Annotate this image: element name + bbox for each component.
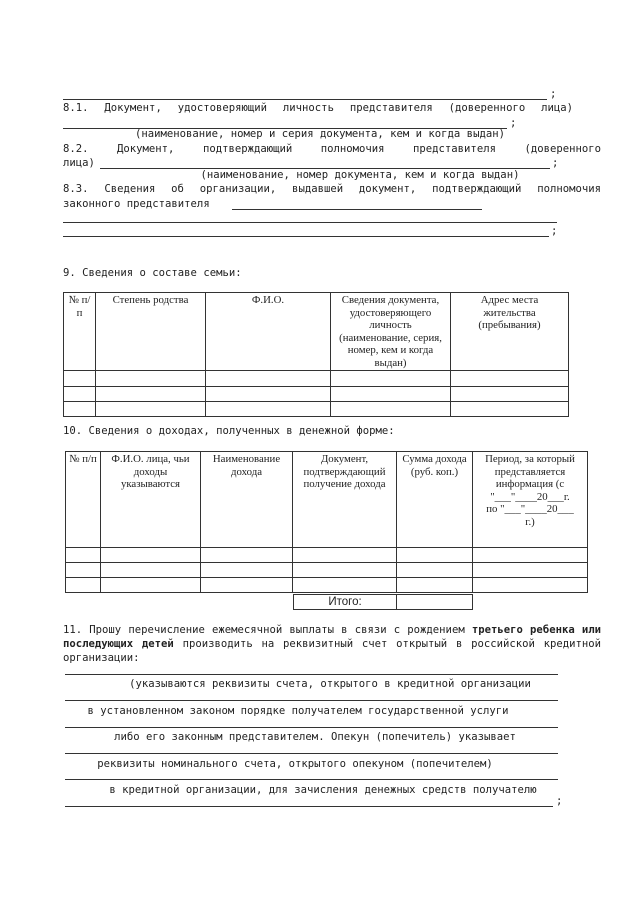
table-cell[interactable]	[473, 548, 588, 563]
account-instruction-1: (указываются реквизиты счета, открытого в кредитной организации	[129, 678, 531, 690]
table-cell[interactable]	[293, 578, 397, 593]
col-header-number: № п/п	[66, 452, 101, 548]
table-row	[64, 371, 569, 387]
section-11-paragraph	[63, 623, 601, 665]
table-cell[interactable]	[473, 578, 588, 593]
col-header-relation: Степень родства	[96, 293, 206, 371]
table-row	[66, 578, 588, 593]
table-row	[66, 563, 588, 578]
section-8-1-text: 8.1. Документ, удостоверяющий личность представителя (доверенного лица)	[63, 102, 573, 114]
table-cell[interactable]	[96, 387, 206, 402]
col-header-income-document: Документ, подтверждающий получение дохода	[293, 452, 397, 548]
account-instruction-2: в установленном законом порядке получателем государственной услуги	[87, 705, 509, 717]
section-8-3-fill-line-2[interactable]	[63, 222, 557, 223]
account-fill-line-6[interactable]	[65, 806, 553, 807]
account-fill-line-1[interactable]	[65, 674, 558, 675]
section-8-2-caption: (наименование, номер документа, кем и когда выдан)	[200, 169, 520, 181]
section-11-text-end: производить на реквизитный счет открытый в российской кредитной организации:	[63, 638, 602, 664]
table-cell[interactable]	[293, 563, 397, 578]
section-8-3-fill-line-3[interactable]	[63, 236, 549, 237]
section-8-2-text: 8.2. Документ, подтверждающий полномочия представителя (доверенного	[63, 143, 601, 155]
table-cell[interactable]	[397, 548, 473, 563]
col-header-address: Адрес места жительства (пребывания)	[451, 293, 569, 371]
table-cell[interactable]	[397, 578, 473, 593]
table-header-row	[64, 293, 569, 371]
account-instruction-3: либо его законным представителем. Опекун (попечитель) указывает	[114, 731, 516, 743]
total-label: Итого:	[328, 596, 362, 608]
table-cell[interactable]	[66, 563, 101, 578]
section-11-text-start: 11. Прошу перечисление ежемесячной выплаты в связи с рождением	[63, 624, 465, 636]
section-8-3-prefix: законного представителя	[63, 198, 210, 210]
table-row	[64, 387, 569, 402]
table-cell[interactable]	[206, 402, 331, 417]
table-cell[interactable]	[293, 548, 397, 563]
table-row	[64, 402, 569, 417]
table-cell[interactable]	[206, 387, 331, 402]
section-8-2-prefix: лица)	[63, 157, 95, 169]
col-header-period	[473, 452, 588, 548]
table-header-row	[66, 452, 588, 548]
table-cell[interactable]	[96, 371, 206, 387]
top-fill-line[interactable]	[63, 99, 547, 100]
account-fill-line-3[interactable]	[65, 727, 558, 728]
col-header-document: Сведения документа, удостоверяющего личность (наименование, серия, номер, кем и когда выдан)	[331, 293, 451, 371]
account-fill-line-5[interactable]	[65, 779, 558, 780]
table-cell[interactable]	[101, 578, 201, 593]
semicolon: ;	[550, 88, 557, 100]
table-cell[interactable]	[96, 402, 206, 417]
table-cell[interactable]	[451, 371, 569, 387]
col-header-income-amount: Сумма дохода (руб. коп.)	[397, 452, 473, 548]
table-row	[66, 548, 588, 563]
section-8-3-text: 8.3. Сведения об организации, выдавшей документ, подтверждающий полномочия	[63, 183, 601, 195]
table-cell[interactable]	[397, 563, 473, 578]
table-cell[interactable]	[101, 563, 201, 578]
section-10-title: 10. Сведения о доходах, полученных в денежной форме:	[63, 425, 395, 437]
table-cell[interactable]	[331, 371, 451, 387]
period-header-line3: по "___"____20___	[486, 503, 574, 515]
account-instruction-5: в кредитной организации, для зачисления денежных средств получателю	[109, 784, 537, 796]
account-instruction-4: реквизиты номинального счета, открытого опекуном (попечителем)	[97, 758, 493, 770]
table-cell[interactable]	[66, 578, 101, 593]
table-cell[interactable]	[206, 371, 331, 387]
section-9-title: 9. Сведения о составе семьи:	[63, 267, 242, 279]
semicolon: ;	[510, 117, 517, 129]
total-value-cell[interactable]	[396, 594, 473, 610]
semicolon: ;	[552, 157, 559, 169]
period-header-line4: г.)	[525, 515, 535, 528]
table-cell[interactable]	[201, 548, 293, 563]
income-table	[65, 451, 588, 593]
table-cell[interactable]	[64, 371, 96, 387]
table-cell[interactable]	[451, 402, 569, 417]
table-cell[interactable]	[451, 387, 569, 402]
table-cell[interactable]	[473, 563, 588, 578]
table-cell[interactable]	[331, 402, 451, 417]
semicolon: ;	[556, 795, 563, 807]
table-cell[interactable]	[101, 548, 201, 563]
col-header-fio: Ф.И.О.	[206, 293, 331, 371]
table-cell[interactable]	[201, 578, 293, 593]
col-header-income-name: Наименование дохода	[201, 452, 293, 548]
col-header-fio: Ф.И.О. лица, чьи доходы указываются	[101, 452, 201, 548]
table-cell[interactable]	[201, 563, 293, 578]
col-header-number: № п/п	[64, 293, 96, 371]
table-cell[interactable]	[64, 402, 96, 417]
account-fill-line-2[interactable]	[65, 700, 558, 701]
total-label-cell	[293, 594, 397, 610]
table-cell[interactable]	[64, 387, 96, 402]
table-cell[interactable]	[66, 548, 101, 563]
period-header-line1: Период, за который представляется информация (с	[485, 453, 575, 490]
account-fill-line-4[interactable]	[65, 753, 558, 754]
family-table	[63, 292, 569, 417]
table-cell[interactable]	[331, 387, 451, 402]
period-header-line2: "___"____20___г.	[490, 490, 570, 503]
section-11-bold-text: третьего ребенка или последующих детей	[63, 624, 601, 650]
section-8-1-caption: (наименование, номер и серия документа, кем и когда выдан)	[135, 128, 505, 140]
section-8-3-fill-line-1[interactable]	[232, 209, 482, 210]
semicolon: ;	[551, 225, 558, 237]
